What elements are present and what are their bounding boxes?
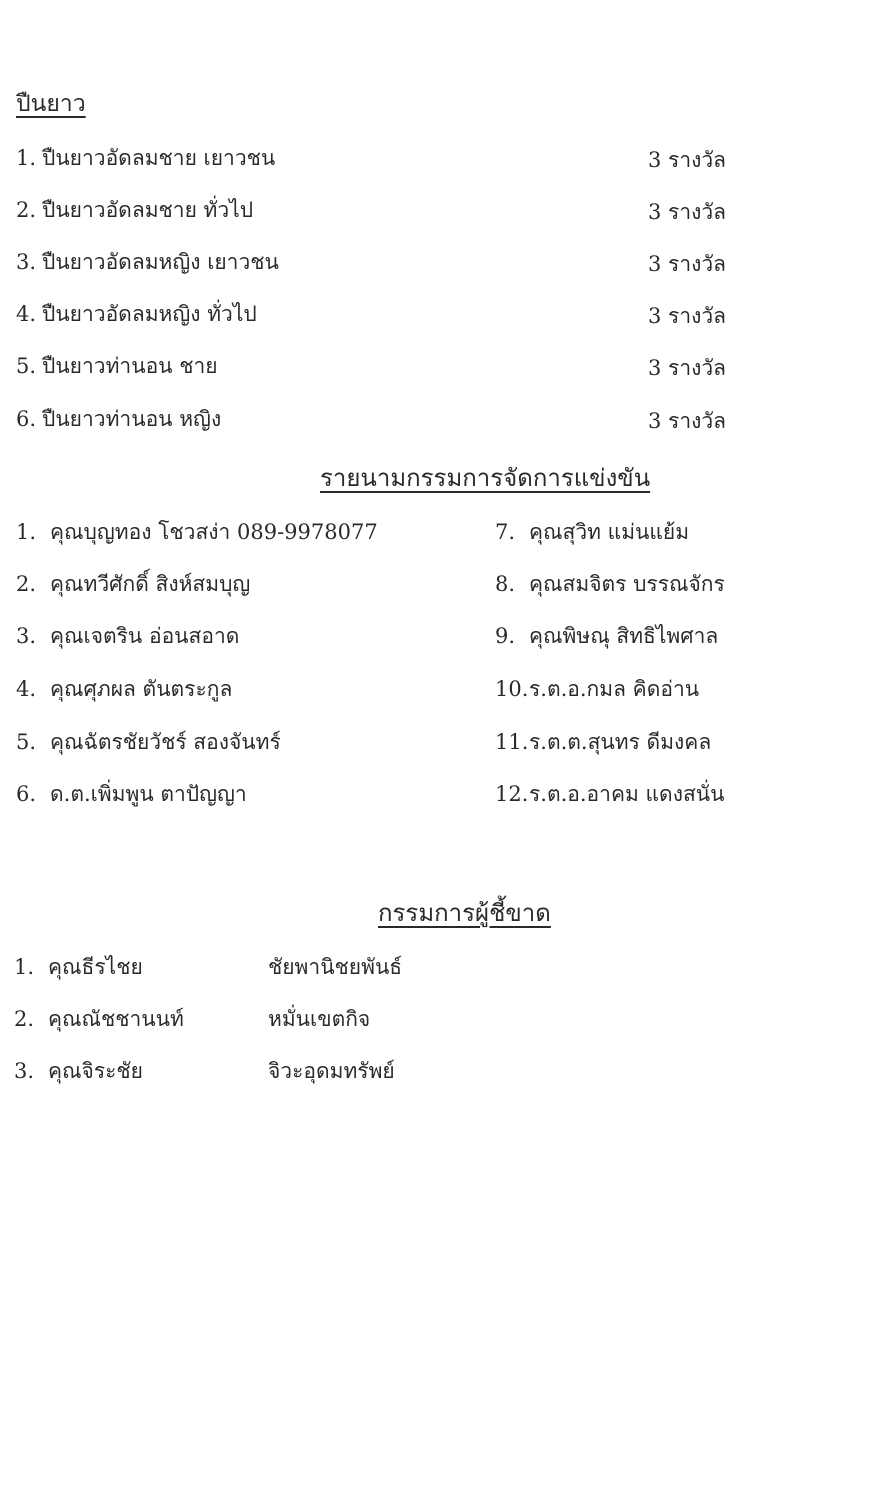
list-item: 3. คุณเจตริน อ่อนสอาด <box>16 624 240 648</box>
list-item: 12.ร.ต.อ.อาคม แดงสนั่น <box>495 782 725 806</box>
list-item: 6. ปืนยาวท่านอน หญิง <box>16 407 222 431</box>
prize-count: 3 รางวัล <box>648 304 727 328</box>
list-item: 2. ปืนยาวอัดลมชาย ทั่วไป <box>16 198 254 222</box>
list-item: 7. คุณสุวิท แม่นแย้ม <box>495 520 690 544</box>
judge-surname: ชัยพานิชยพันธ์ <box>268 955 403 979</box>
list-item: 1. คุณธีรไชย <box>14 955 143 979</box>
list-item: 9. คุณพิษณุ สิทธิไพศาล <box>495 624 719 648</box>
list-item: 2. คุณทวีศักดิ์ สิงห์สมบุญ <box>16 572 251 596</box>
list-item: 5. ปืนยาวท่านอน ชาย <box>16 354 218 378</box>
prize-count: 3 รางวัล <box>648 252 727 276</box>
prize-count: 3 รางวัล <box>648 148 727 172</box>
list-item: 5. คุณฉัตรชัยวัชร์ สองจันทร์ <box>16 730 281 754</box>
prize-count: 3 รางวัล <box>648 356 727 380</box>
list-item: 8. คุณสมจิตร บรรณจักร <box>495 572 725 596</box>
prize-count: 3 รางวัล <box>648 409 727 433</box>
section-heading-committee: รายนามกรรมการจัดการแข่งขัน <box>320 464 651 492</box>
list-item: 1. คุณบุญทอง โชวสง่า 089-9978077 <box>16 520 378 544</box>
list-item: 3. คุณจิระชัย <box>14 1059 143 1083</box>
list-item: 4. คุณศุภผล ตันตระกูล <box>16 677 233 701</box>
list-item: 10.ร.ต.อ.กมล คิดอ่าน <box>495 677 700 701</box>
section-heading-rifle: ปืนยาว <box>16 91 86 117</box>
list-item: 4. ปืนยาวอัดลมหญิง ทั่วไป <box>16 302 257 326</box>
list-item: 1. ปืนยาวอัดลมชาย เยาวชน <box>16 146 276 170</box>
list-item: 11.ร.ต.ต.สุนทร ดีมงคล <box>495 730 712 754</box>
judge-surname: หมั่นเขตกิจ <box>268 1007 371 1031</box>
list-item: 3. ปืนยาวอัดลมหญิง เยาวชน <box>16 250 279 274</box>
prize-count: 3 รางวัล <box>648 200 727 224</box>
list-item: 2. คุณณัชชานนท์ <box>14 1007 184 1031</box>
section-heading-judges: กรรมการผู้ชี้ขาด <box>378 899 551 927</box>
judge-surname: จิวะอุดมทรัพย์ <box>268 1059 395 1083</box>
list-item: 6. ด.ต.เพิ่มพูน ตาปัญญา <box>16 782 247 806</box>
